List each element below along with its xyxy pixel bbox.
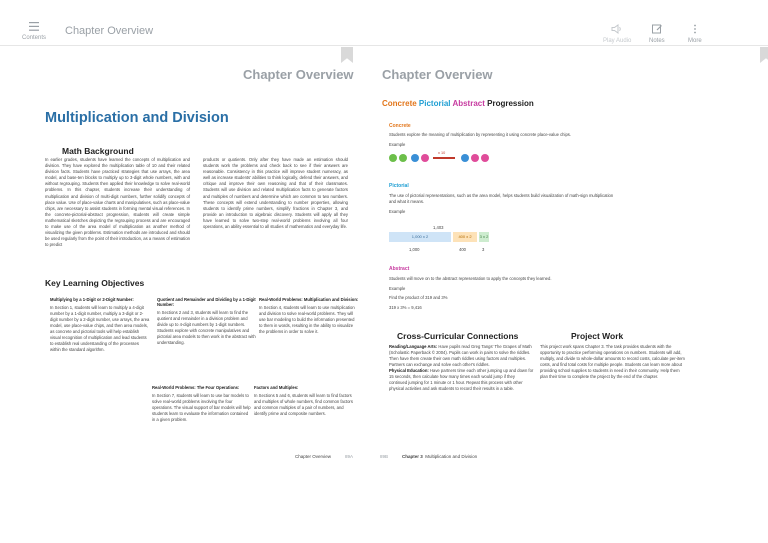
abstract-example-label: Example	[389, 286, 406, 291]
objective-body: In Section 1, students will learn to multiply a 4-digit number by a 1-digit number, multiply a 3-digit or 2-digit number by a 2-digit number, use arrays, the area model, use place-value chips, and then area models, as concrete and pictorial tools will help establish visual recognition of multiplication and lead students to establish real understanding of the processes within the standard algorithm.	[50, 305, 150, 352]
project-work-text: This project work spans Chapter 3. The task provides students with the opportunity to practice performing operations on numbers. Students will add, multiply, and divide to whole-dollar amounts to record costs, calculate per-item costs, and find total costs for multiple people. Students can learn more about providing school supplies to students in need in their community. Help them plan their time to complete the project by the end of the chapter.	[540, 344, 685, 379]
concrete-text: Students explore the meaning of multiplication by representing it using concrete place-value chips.	[389, 132, 572, 137]
concrete-example-label: Example	[389, 142, 406, 147]
language-arts-label: Reading/Language Arts:	[389, 344, 438, 349]
play-audio-button[interactable]	[603, 24, 631, 44]
math-background-column-1: In earlier grades, students have learned the concepts of multiplication and division. They have explored the multiplication table of 10 and their related division facts. Students have practiced strategies that use arrays, the area model, and base-ten blocks to multiply up to 3-digit whole numbers, with and without regrouping. Students then applied their knowledge to solve real-world problems. In this chapter, students increase their understanding of multiplication and division of multi-digit numbers, further solidify concepts of place value. Use of place-value charts and manipulatives, such as place-value chips, are necessary to assist students in forming mental visual references. In the concrete-pictorial-abstract progression, students will create simple mathematical sketches depicting the regrouping process and are encouraged to make use of the area model of multiplication as another method of visualizing the given problems. Estimation methods are introduced and should be used regularly from the point of their introduction, as a means of estimation to predict	[45, 157, 191, 248]
abstract-label: Abstract	[389, 266, 410, 272]
objective-block	[50, 297, 150, 353]
physical-education-label: Physical Education:	[389, 368, 429, 373]
place-value-chip	[399, 154, 407, 162]
math-background-heading: Math Background	[62, 146, 134, 156]
objective-body: In Sections 2 and 3, students will learn to find the quotient and remainder in a division problem and divide up to 4-digit numbers by 1-digit numbers. Students explore with concrete manipulatives and pictorial area models to then work in the abstract with understanding.	[157, 310, 256, 345]
footer-label: Chapter Overview	[295, 454, 332, 459]
chapter-main-title: Multiplication and Division	[45, 110, 229, 126]
bookmark-icon[interactable]	[341, 47, 353, 63]
chapter-header: Chapter Overview	[243, 67, 354, 82]
bar-under-label: 1,000	[409, 247, 420, 252]
notes-edit-icon	[651, 24, 663, 34]
pictorial-text: The use of pictorial representations, such as the area model, helps students build visualization of math-sign multiplication and what it means.	[389, 193, 614, 204]
more-vertical-icon	[689, 24, 701, 34]
objective-body: In Section 4, students will learn to use multiplication and division to solve real-world problems. They will use bar modeling to build the information presented to them in words, resulting in the ability to visualize the problems in order to solve it.	[259, 305, 355, 334]
objective-block	[259, 297, 359, 335]
objective-body: In Section 7, students will learn to use bar models to solve real-world problems involving the four operations. The visual support of bar models will help students learn to evaluate the information contained in a given problem.	[152, 393, 251, 422]
chapter-header: Chapter Overview	[382, 67, 493, 82]
contents-button[interactable]	[22, 22, 46, 41]
footer-chapter: Chapter 3	[402, 454, 423, 459]
page-footer	[295, 454, 353, 459]
physical-education-text: Have partners time each other jumping up and down for 15 seconds, then calculate how many times each would jump if they continued jumping for 1 minute or 1 hour. Repeat this process with other physical activities and ask students to record their results in a table.	[389, 368, 534, 391]
math-background-column-2: products or quotients. Only after they have made an estimation should students work the problems and check back to see if their answers are reasonable. Consistency in this practice will improve student numeracy, as well as increase students' abilities to think logically, defend their answers, and critique and improve their own reasoning and that of their classmates. Students will use division and related multiplication facts to generate factors and multiples of numbers and determine which are common to two numbers. These concepts will extend understanding to number properties, allowing students to identify prime numbers, simplify fractions in Chapter 3, and provide an introduction to algebraic discovery. Students will apply all they have learned to solve two-step real-world problems involving all four operations, an ability essential to all studies of mathematics and everyday life.	[203, 157, 348, 230]
menu-icon	[28, 22, 40, 31]
abstract-find-text: Find the product of 319 and 3%	[389, 295, 448, 300]
project-work-heading: Project Work	[571, 331, 624, 341]
objective-title: Multiplying by a 1-Digit or 2-Digit Number:	[50, 297, 134, 302]
bar-segment: 3 x 2	[479, 232, 489, 242]
place-value-chip	[421, 154, 429, 162]
objective-block	[254, 385, 354, 417]
language-arts-text: Have pupils read Greg Tangs' The Grapes of Math (Scholastic Paperback © 2004). Pupils can work in pairs to solve the riddles. Then have them create their own math riddles using factors and multiples. Partners can exchange and solve each other's riddles.	[389, 344, 532, 367]
bookmark-icon[interactable]	[760, 47, 768, 63]
more-button[interactable]	[688, 24, 702, 44]
objective-title: Quotient and Remainder and Dividing by a 1-Digit Number:	[157, 297, 256, 307]
abstract-text: Students will move on to the abstract representation to apply the concepts they learned.	[389, 276, 552, 281]
objective-block	[157, 297, 257, 346]
notes-label: Notes	[649, 38, 665, 44]
place-value-chip	[471, 154, 479, 162]
bar-segment: 1,000 x 2	[389, 232, 451, 242]
cpa-pictorial-word: Pictorial	[418, 99, 451, 108]
concrete-label: Concrete	[389, 123, 411, 129]
bar-total-label: 1,403	[433, 225, 444, 230]
page-number: 89B	[380, 454, 389, 459]
bar-segment: 400 x 2	[453, 232, 477, 242]
area-model-bar	[389, 225, 579, 265]
arrow-right-icon	[433, 157, 455, 159]
key-objectives-heading: Key Learning Objectives	[45, 278, 145, 288]
place-value-chip	[389, 154, 397, 162]
top-toolbar	[0, 0, 768, 46]
objective-body: In Sections 5 and 6, students will learn to find factors and multiples of whole numbers, find common factors and common multiples of a pair of numbers, and identify prime and composite numbers.	[254, 393, 353, 416]
right-page	[375, 47, 720, 467]
place-value-chip	[481, 154, 489, 162]
notes-button[interactable]	[649, 24, 665, 44]
place-value-chip	[461, 154, 469, 162]
objective-title: Factors and Multiples:	[254, 385, 299, 390]
play-audio-label: Play Audio	[603, 38, 632, 44]
bar-under-label: 3	[482, 247, 485, 252]
objective-title: Real-World Problems: Multiplication and Division:	[259, 297, 359, 302]
cpa-progression-word: Progression	[487, 99, 534, 108]
left-page	[15, 47, 360, 467]
pictorial-example-label: Example	[389, 209, 406, 214]
place-value-chip	[411, 154, 419, 162]
cross-curricular-text	[389, 344, 534, 392]
arrow-label: x 10	[438, 151, 446, 155]
objective-block	[152, 385, 252, 423]
cpa-abstract-word: Abstract	[452, 99, 485, 108]
speaker-icon	[611, 24, 623, 34]
pictorial-label: Pictorial	[389, 183, 409, 189]
cross-curricular-heading: Cross-Curricular Connections	[397, 331, 519, 341]
page-number: 89A	[345, 454, 354, 459]
page-footer	[380, 454, 477, 459]
footer-title: Multiplication and Division	[425, 454, 478, 459]
place-value-chips-illustration	[389, 151, 499, 165]
objective-title: Real-World Problems: The Four Operations:	[152, 385, 240, 390]
more-label: More	[688, 38, 702, 44]
bar-under-label: 400	[459, 247, 466, 252]
cpa-progression-heading	[382, 99, 534, 108]
contents-label: Contents	[22, 35, 47, 41]
page-title: Chapter Overview	[65, 25, 154, 37]
abstract-equation: 319 x 3% = 9,416	[389, 305, 422, 310]
cpa-concrete-word: Concrete	[382, 99, 417, 108]
